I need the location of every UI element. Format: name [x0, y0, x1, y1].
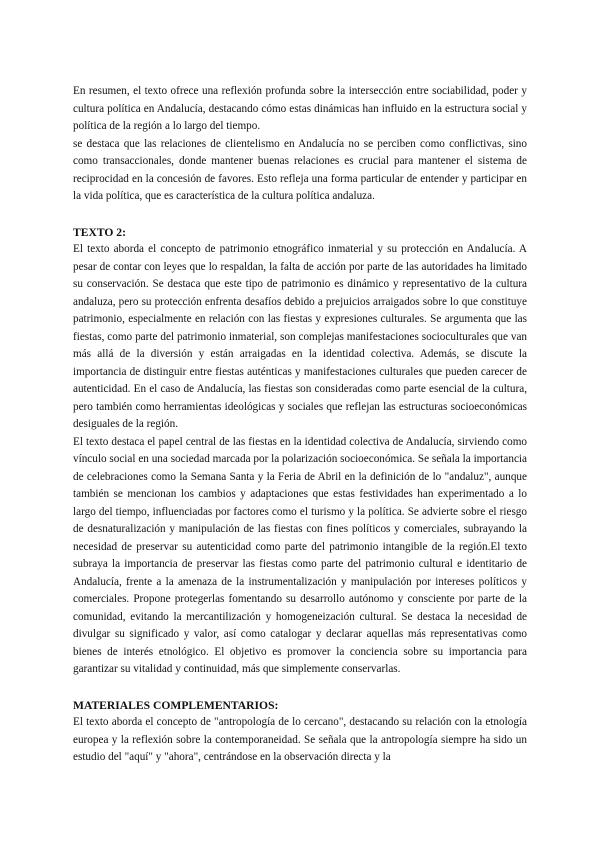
texto2-heading: TEXTO 2: [73, 225, 126, 239]
texto2-paragraph-1: El texto aborda el concepto de patrimonio etnográfico inmaterial y su protección en Andalucía. A pesar de contar con leyes que lo respaldan, la falta de acción por parte de las autoridades ha limitado su conservación. Se destaca que este tipo de patrimonio es dinámico y representativo de la cultura andaluza, pero su protección enfrenta desafíos debido a prejuicios arraigados sobre lo que constituye patrimonio, especialmente en relación con las fiestas y expresiones culturales. Se argumenta que las fiestas, como parte del patrimonio inmaterial, son complejas manifestaciones socioculturales que van más allá de la diversión y están arraigadas en la identidad colectiva. Además, se discute la importancia de distinguir entre fiestas auténticas y manifestaciones culturales que pueden carecer de autenticidad. En el caso de Andalucía, las fiestas son consideradas como parte esencial de la cultura, pero también como herramientas ideológicas y sociales que reflejan las estructuras socioeconómicas desiguales de la región. [73, 243, 527, 430]
intro-paragraph-2: se destaca que las relaciones de clientelismo en Andalucía no se perciben como conflictivas, sino como transaccionales, donde mantener buenas relaciones es crucial para mantener el sistema de reciprocidad en la concesión de favores. Esto refleja una forma particular de entender y participar en la vida política, que es característica de la cultura política andaluza. [73, 137, 527, 202]
section-gap [73, 679, 527, 697]
intro-paragraph-1: En resumen, el texto ofrece una reflexión profunda sobre la intersección entre sociabilidad, poder y cultura política en Andalucía, destacando cómo estas dinámicas han influido en la estructura social y política de la región a lo largo del tiempo. [73, 85, 527, 132]
section-gap [73, 206, 527, 224]
materiales-heading: MATERIALES COMPLEMENTARIOS: [73, 698, 279, 712]
texto2-paragraph-2: El texto destaca el papel central de las fiestas en la identidad colectiva de Andalucía, sirviendo como vínculo social en una sociedad marcada por la polarización socioeconómica. Se señala la importancia de celebraciones como la Semana Santa y la Feria de Abril en la definición de lo "andaluz", aunque también se mencionan los cambios y adaptaciones que estas festividades han experimentado a lo largo del tiempo, influenciadas por factores como el turismo y la política. Se advierte sobre el riesgo de desnaturalización y manipulación de las fiestas con fines políticos y comerciales, subrayando la necesidad de preservar su autenticidad como parte del patrimonio intangible de la región.El texto subraya la importancia de preservar las fiestas como parte del patrimonio cultural e identitario de Andalucía, frente a la amenaza de la instrumentalización y manipulación por intereses políticos y comerciales. Propone protegerlas fomentando su desarrollo autónomo y consciente por parte de la comunidad, evitando la mercantilización y homogeneización cultural. Se destaca la necesidad de divulgar su significado y valor, así como catalogar y declarar aquellas más representativas como bienes de interés etnológico. El objetivo es promover la conciencia sobre su importancia para garantizar su vitalidad y continuidad, más que simplemente conservarlas. [73, 435, 527, 675]
materiales-paragraph-1: El texto aborda el concepto de "antropología de lo cercano", destacando su relación con la etnología europea y la reflexión sobre la contemporaneidad. Se señala que la antropología siempre ha sido un estudio del "aquí" y "ahora", centrándose en la observación directa y la [73, 716, 527, 763]
